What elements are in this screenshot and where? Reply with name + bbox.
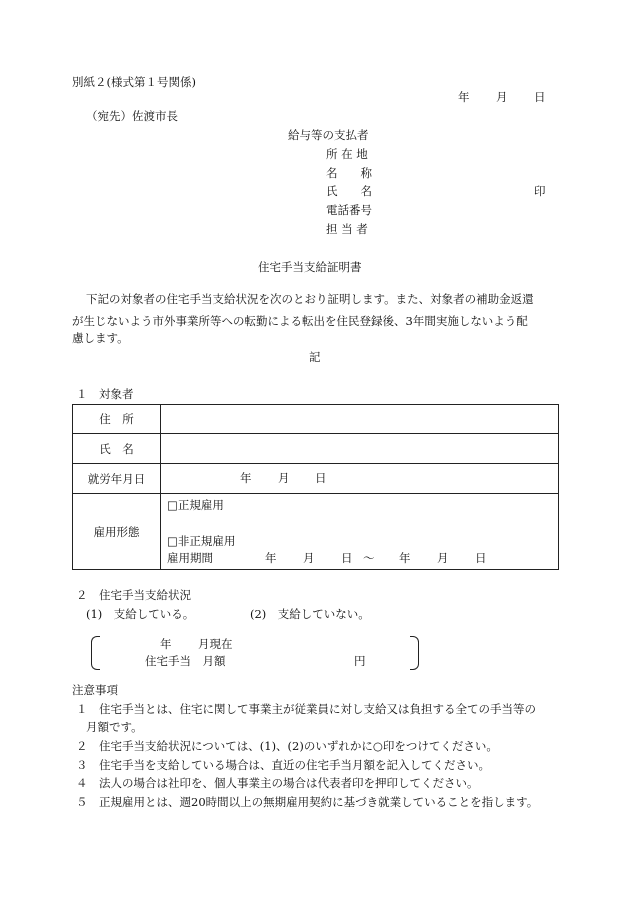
name-value-cell[interactable]: [161, 434, 559, 464]
payer-phone-label: 電話番号: [326, 203, 372, 217]
monthly-allowance-label: 住宅手当 月額: [145, 654, 226, 668]
employment-date-year: 年: [240, 471, 252, 485]
name-label-cell: 氏 名: [73, 434, 161, 464]
period-end-month: 月: [437, 551, 449, 565]
employment-date-day: 日: [315, 471, 327, 485]
as-of-year: 年: [160, 637, 172, 651]
payer-address-label: 所 在 地: [326, 147, 368, 161]
employment-type-value-cell: [161, 494, 559, 570]
employment-date-value-cell[interactable]: [161, 464, 559, 494]
payer-name-label: 名 称: [326, 166, 372, 180]
regular-employment-checkbox[interactable]: □正規雇用: [167, 498, 224, 512]
note-item-2: ２ 住宅手当支給状況については、(1)、(2)のいずれかに○印をつけてください。: [76, 739, 498, 753]
date-year-label: 年: [458, 90, 470, 104]
ki-mark: 記: [309, 350, 321, 364]
note-item-3: ３ 住宅手当を支給している場合は、直近の住宅手当月額を記入してください。: [76, 758, 490, 772]
date-month-label: 月: [496, 90, 508, 104]
note-item-5: ５ 正規雇用とは、週20時間以上の無期雇用契約に基づき就業していることを指します。: [76, 795, 539, 809]
payer-person-label: 氏 名: [326, 184, 372, 198]
period-start-year: 年: [265, 551, 277, 565]
section1-heading: １ 対象者: [76, 387, 134, 401]
bracket-left: [91, 636, 100, 670]
period-tilde: ～: [363, 551, 375, 565]
nonregular-employment-checkbox[interactable]: □非正規雇用: [167, 534, 236, 548]
allowance-option-paid[interactable]: (1) 支給している。: [86, 607, 195, 621]
notes-heading: 注意事項: [72, 683, 118, 697]
note-item-1-cont: 月額です。: [86, 720, 143, 734]
employment-date-month: 月: [278, 471, 290, 485]
date-day-label: 日: [534, 90, 546, 104]
as-of-month: 月現在: [198, 637, 233, 651]
period-start-day: 日: [341, 551, 353, 565]
document-title: 住宅手当支給証明書: [258, 260, 362, 274]
body-line-3: 慮します。: [72, 331, 129, 345]
allowance-option-not-paid[interactable]: (2) 支給していない。: [250, 607, 370, 621]
form-label: 別紙２(様式第１号関係): [72, 75, 196, 89]
address-label-cell: 住 所: [73, 405, 161, 434]
employment-type-label-cell: 雇用形態: [73, 494, 161, 570]
body-line-2: が生じないよう市外事業所等への転勤による転出を住民登録後、3年間実施しないよう配: [72, 314, 528, 328]
note-item-1: １ 住宅手当とは、住宅に関して事業主が従業員に対し支給又は負担する全ての手当等の: [76, 702, 536, 716]
yen-unit: 円: [354, 654, 366, 668]
bracket-right: [410, 636, 419, 670]
payer-title: 給与等の支払者: [288, 128, 369, 142]
period-end-year: 年: [399, 551, 411, 565]
payer-contact-label: 担 当 者: [326, 222, 368, 236]
period-start-month: 月: [303, 551, 315, 565]
employment-period-label: 雇用期間: [167, 551, 213, 565]
body-line-1: 下記の対象者の住宅手当支給状況を次のとおり証明します。また、対象者の補助金返還: [86, 292, 534, 306]
seal-mark: 印: [534, 184, 546, 198]
note-item-4: ４ 法人の場合は社印を、個人事業主の場合は代表者印を押印してください。: [76, 776, 479, 790]
period-end-day: 日: [475, 551, 487, 565]
target-person-table: [72, 404, 559, 570]
addressee: （宛先）佐渡市長: [86, 109, 178, 123]
section2-heading: ２ 住宅手当支給状況: [76, 588, 191, 602]
employment-date-label-cell: 就労年月日: [73, 464, 161, 494]
address-value-cell[interactable]: [161, 405, 559, 434]
